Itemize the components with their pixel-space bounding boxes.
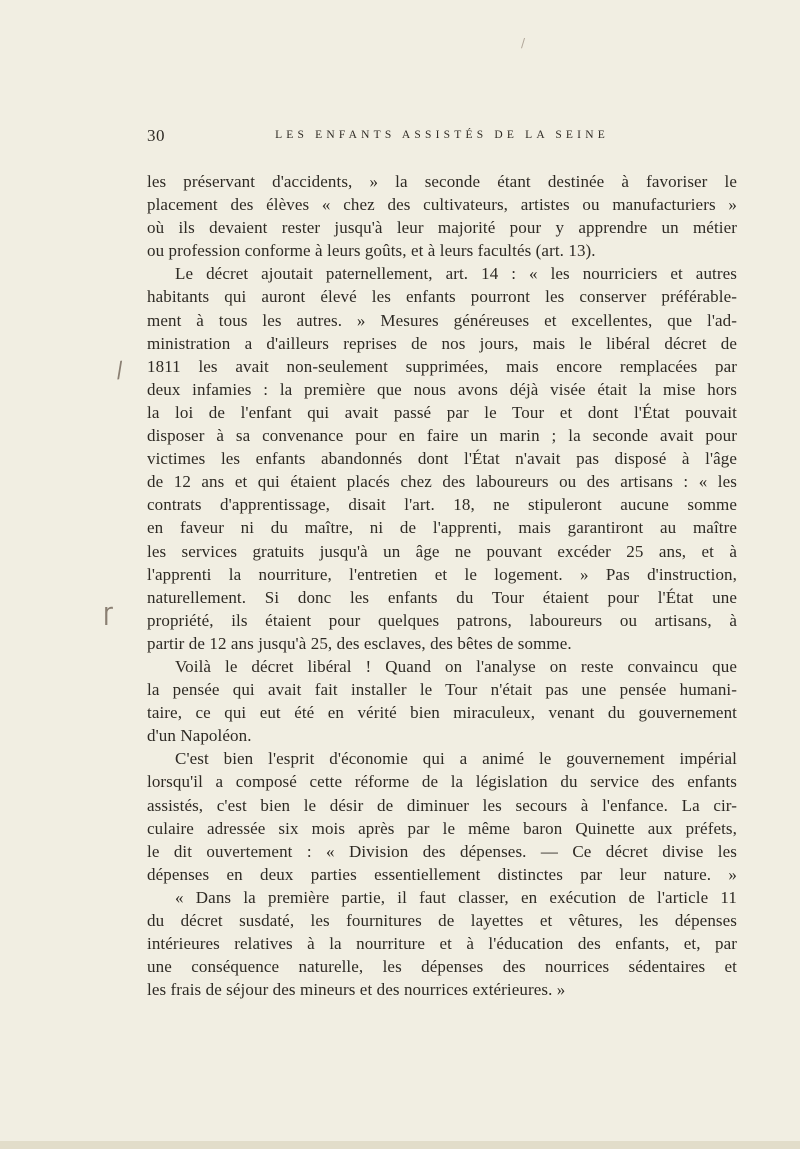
text-line: où ils devaient rester jusqu'à leur majorité pour y apprendre un métier [147,218,737,238]
text-line: taire, ce qui eut été en vérité bien miraculeux, venant du gouvernement [147,703,737,723]
text-line: ou profession conforme à leurs goûts, et à leurs facultés (art. 13). [147,241,596,261]
text-line: placement des élèves « chez des cultivateurs, artistes ou manufacturiers » [147,195,737,215]
text-line: le dit ouvertement : « Division des dépenses. — Ce décret divise les [147,841,737,861]
text-line: Le décret ajoutait paternellement, art. 14 : « les nourriciers et autres [175,264,737,284]
text-line: ment à tous les autres. » Mesures généreuses et excellentes, que l'ad- [147,310,737,330]
text-line: de 12 ans et qui étaient placés chez des laboureurs ou des artisans : « les [147,472,737,492]
text-line: 1811 les avait non-seulement supprimées, mais encore remplacées par [147,356,737,376]
page-bottom-edge [0,1141,800,1149]
text-line: partir de 12 ans jusqu'à 25, des esclaves, des bêtes de somme. [147,633,572,653]
text-line: naturellement. Si donc les enfants du Tour étaient pour l'État une [147,587,737,607]
margin-squiggle-mark: ɼ [103,598,113,626]
text-line: la loi de l'enfant qui avait passé par le Tour et dont l'État pouvait [147,402,737,422]
text-line: intérieures relatives à la nourriture et à l'éducation des enfants, et, par [147,934,737,954]
text-line: dépenses en deux parties essentiellement distinctes par leur nature. » [147,864,737,884]
text-line: Voilà le décret libéral ! Quand on l'analyse on reste convaincu que [175,656,737,676]
text-line: victimes les enfants abandonnés dont l'État n'avait pas disposé à l'âge [147,449,737,469]
text-line: assistés, c'est bien le désir de diminuer les secours à l'enfance. La cir- [147,795,737,815]
page-number: 30 [147,126,165,145]
text-line: les services gratuits jusqu'à un âge ne pouvant excéder 25 ans, et à [147,541,737,561]
text-line: deux infamies : la première que nous avons déjà visée était la mise hors [147,379,737,399]
running-title: LES ENFANTS ASSISTÉS DE LA SEINE [275,129,609,141]
text-line: l'apprenti la nourriture, l'entretien et le logement. » Pas d'instruction, [147,564,737,584]
text-line: ministration a d'ailleurs reprises de nos jours, mais le libéral décret de [147,333,737,353]
body-text [147,170,737,1001]
text-line: habitants qui auront élevé les enfants pourront les conserver préférable- [147,287,737,307]
text-line: la pensée qui avait fait installer le Tour n'était pas une pensée humani- [147,680,737,700]
text-line: C'est bien l'esprit d'économie qui a animé le gouvernement impérial [175,749,737,769]
text-line: contrats d'apprentissage, disait l'art. 18, ne stipuleront aucune somme [147,495,737,515]
text-line: « Dans la première partie, il faut classer, en exécution de l'article 11 [175,887,737,907]
margin-bracket-mark: / [114,357,126,384]
text-line: les frais de séjour des mineurs et des nourrices extérieures. » [147,980,566,1000]
text-line: d'un Napoléon. [147,726,252,746]
text-line: une conséquence naturelle, les dépenses des nourrices sédentaires et [147,957,737,977]
text-line: culaire adressée six mois après par le même baron Quinette aux préfets, [147,818,737,838]
top-tick-mark: / [521,36,526,50]
page-header [147,126,737,148]
text-line: propriété, ils étaient pour quelques patrons, laboureurs ou artisans, à [147,610,737,630]
text-line: lorsqu'il a composé cette réforme de la législation du service des enfants [147,772,737,792]
text-line: du décret susdaté, les fournitures de layettes et vêtures, les dépenses [147,911,737,930]
text-line: les préservant d'accidents, » la seconde étant destinée à favoriser le [147,172,737,191]
text-line: disposer à sa convenance pour en faire un marin ; la seconde avait pour [147,426,737,446]
text-line: en faveur ni du maître, ni de l'apprenti, mais garantiront au maître [147,518,737,538]
